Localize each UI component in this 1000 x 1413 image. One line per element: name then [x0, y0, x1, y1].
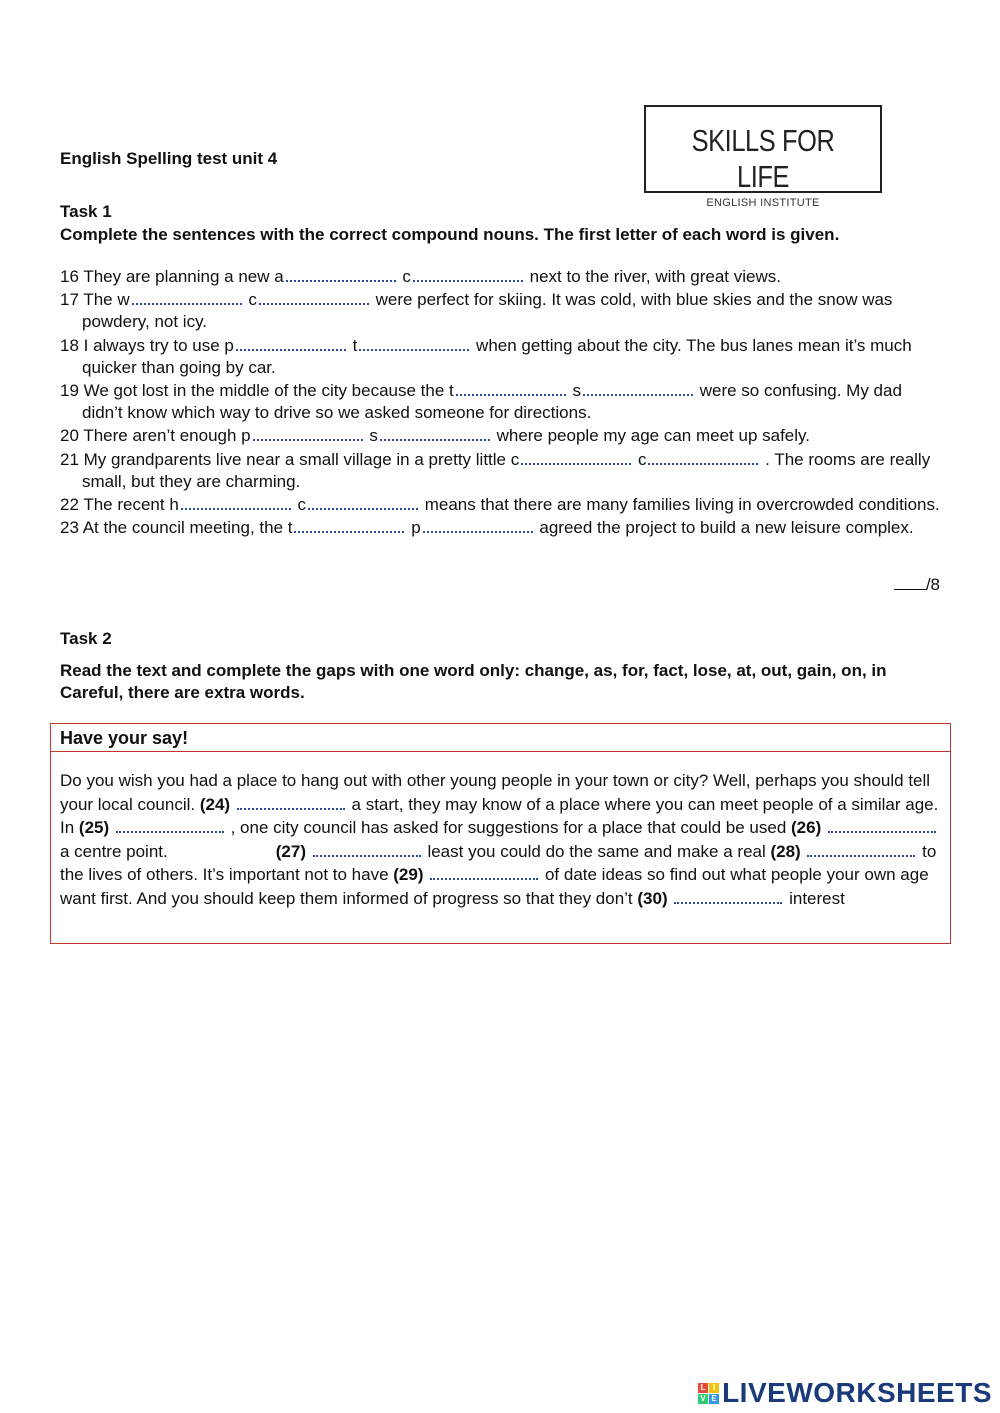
liveworksheets-logo-icon [698, 1383, 719, 1404]
first-word-gap-input[interactable] [521, 448, 631, 465]
gap-24-input[interactable] [237, 793, 345, 810]
sentence-item [60, 516, 945, 539]
logo-sub-text: ENGLISH INSTITUTE [706, 197, 820, 209]
second-word-letter: t [347, 335, 358, 355]
logo-tile: V [698, 1394, 708, 1404]
gap-25-input[interactable] [116, 816, 224, 833]
text-segment: , one city council has asked for suggestions for a place that could be used [225, 818, 791, 837]
logo-tile: I [709, 1383, 719, 1393]
sentence-prefix: 23 At the council meeting, the t [60, 518, 293, 538]
task1-instruction: Complete the sentences with the correct compound nouns. The first letter of each word is given. [60, 225, 840, 244]
second-word-gap-input[interactable] [259, 288, 369, 305]
first-word-gap-input[interactable] [253, 424, 363, 441]
second-word-gap-input[interactable] [359, 334, 469, 351]
first-word-gap-input[interactable] [236, 334, 346, 351]
sentence-suffix: were so confusing. My dad didn’t know which way to drive so we asked someone for directions. [82, 381, 902, 423]
second-word-gap-input[interactable] [413, 265, 523, 282]
first-word-gap-input[interactable] [456, 379, 566, 396]
task1-sentence-list [60, 265, 945, 539]
sentence-prefix: 22 The recent h [60, 495, 179, 515]
task1-heading: Task 1 [60, 202, 112, 221]
watermark-text: LIVEWORKSHEETS [722, 1377, 992, 1408]
first-word-gap-input[interactable] [132, 288, 242, 305]
institute-logo [644, 105, 882, 209]
task2-instruction: Read the text and complete the gaps with one word only: change, as, for, fact, lose, at, out, gain, on, in Careful, there are extra words. [60, 661, 887, 702]
second-word-gap-input[interactable] [583, 379, 693, 396]
sentence-item [60, 334, 945, 379]
first-word-gap-input[interactable] [286, 265, 396, 282]
gap-number-29: (29) [393, 865, 424, 884]
gap-number-27: (27) [275, 841, 306, 861]
box-title: Have your say! [51, 724, 950, 752]
second-word-letter: c [397, 267, 411, 286]
task2-heading: Task 2 [60, 629, 112, 648]
gap-30-input[interactable] [674, 887, 782, 904]
second-word-gap-input[interactable] [380, 424, 490, 441]
text-segment: a start, they may know of a place where you can meet people of a similar age. In [60, 794, 939, 837]
gap-28-input[interactable] [807, 840, 915, 857]
second-word-letter: c [633, 449, 647, 469]
sentence-prefix: 20 There aren’t enough p [60, 426, 251, 446]
second-word-letter: s [567, 381, 581, 401]
second-word-gap-input[interactable] [308, 493, 418, 510]
score-blank [894, 575, 926, 590]
second-word-letter: c [243, 290, 257, 310]
first-word-gap-input[interactable] [294, 516, 404, 533]
gap-number-30: (30) [637, 888, 668, 908]
gap-26-input[interactable] [828, 816, 936, 833]
gap-number-24: (24) [199, 794, 231, 814]
gap-29-input[interactable] [430, 863, 538, 880]
task1-score [894, 575, 940, 595]
text-segment: to the lives of others. It’s important not to have [60, 841, 937, 884]
gap-27-input[interactable] [313, 840, 421, 857]
sentence-item [60, 265, 945, 288]
second-word-letter: p [406, 518, 421, 538]
sentence-item [60, 493, 945, 516]
sentence-prefix: 18 I always try to use p [60, 335, 234, 355]
sentence-suffix: agreed the project to build a new leisure complex. [534, 518, 914, 538]
sentence-prefix: 19 We got lost in the middle of the city because the t [60, 381, 454, 401]
sentence-suffix: were perfect for skiing. It was cold, with blue skies and the snow was powdery, not icy. [82, 290, 893, 332]
sentence-item [60, 379, 945, 424]
text-segment: interest [784, 888, 845, 908]
document-title: English Spelling test unit 4 [60, 149, 278, 168]
sentence-prefix: 17 The w [60, 290, 130, 310]
gap-number-25: (25) [78, 818, 110, 837]
score-total: /8 [925, 575, 940, 594]
sentence-prefix: 21 My grandparents live near a small village in a pretty little c [60, 449, 520, 469]
text-segment: least you could do the same and make a real [422, 841, 771, 861]
sentence-suffix: next to the river, with great views. [524, 267, 781, 286]
sentence-item [60, 424, 945, 447]
gap-number-28: (28) [770, 841, 801, 861]
sentence-suffix: where people my age can meet up safely. [491, 426, 811, 446]
logo-tile: E [709, 1394, 719, 1404]
sentence-item [60, 288, 945, 333]
sentence-suffix: means that there are many families living in overcrowded conditions. [420, 495, 940, 515]
second-word-gap-input[interactable] [648, 448, 758, 465]
text-segment: a centre point. [60, 841, 168, 861]
text-segment: Do you wish you had a place to hang out with other young people in your town or city? Well, perhaps you should tell your local council. [60, 771, 931, 814]
liveworksheets-watermark [698, 1377, 992, 1409]
logo-tile: L [698, 1383, 708, 1393]
gap-fill-text [51, 752, 950, 910]
first-word-gap-input[interactable] [181, 493, 291, 510]
text-segment: of date ideas so find out what people your own age want first. And you should keep them informed of progress so that they don’t [60, 865, 929, 908]
sentence-suffix: when getting about the city. The bus lanes mean it’s much quicker than going by car. [82, 335, 912, 377]
sentence-prefix: 16 They are planning a new a [60, 267, 284, 286]
second-word-letter: s [364, 426, 378, 446]
sentence-suffix: . The rooms are really small, but they are charming. [82, 449, 931, 491]
sentence-item [60, 448, 945, 493]
second-word-letter: c [292, 495, 307, 515]
gap-number-26: (26) [791, 818, 822, 837]
have-your-say-box [50, 723, 951, 944]
second-word-gap-input[interactable] [423, 516, 533, 533]
logo-main-text: SKILLS FOR LIFE [691, 123, 835, 194]
